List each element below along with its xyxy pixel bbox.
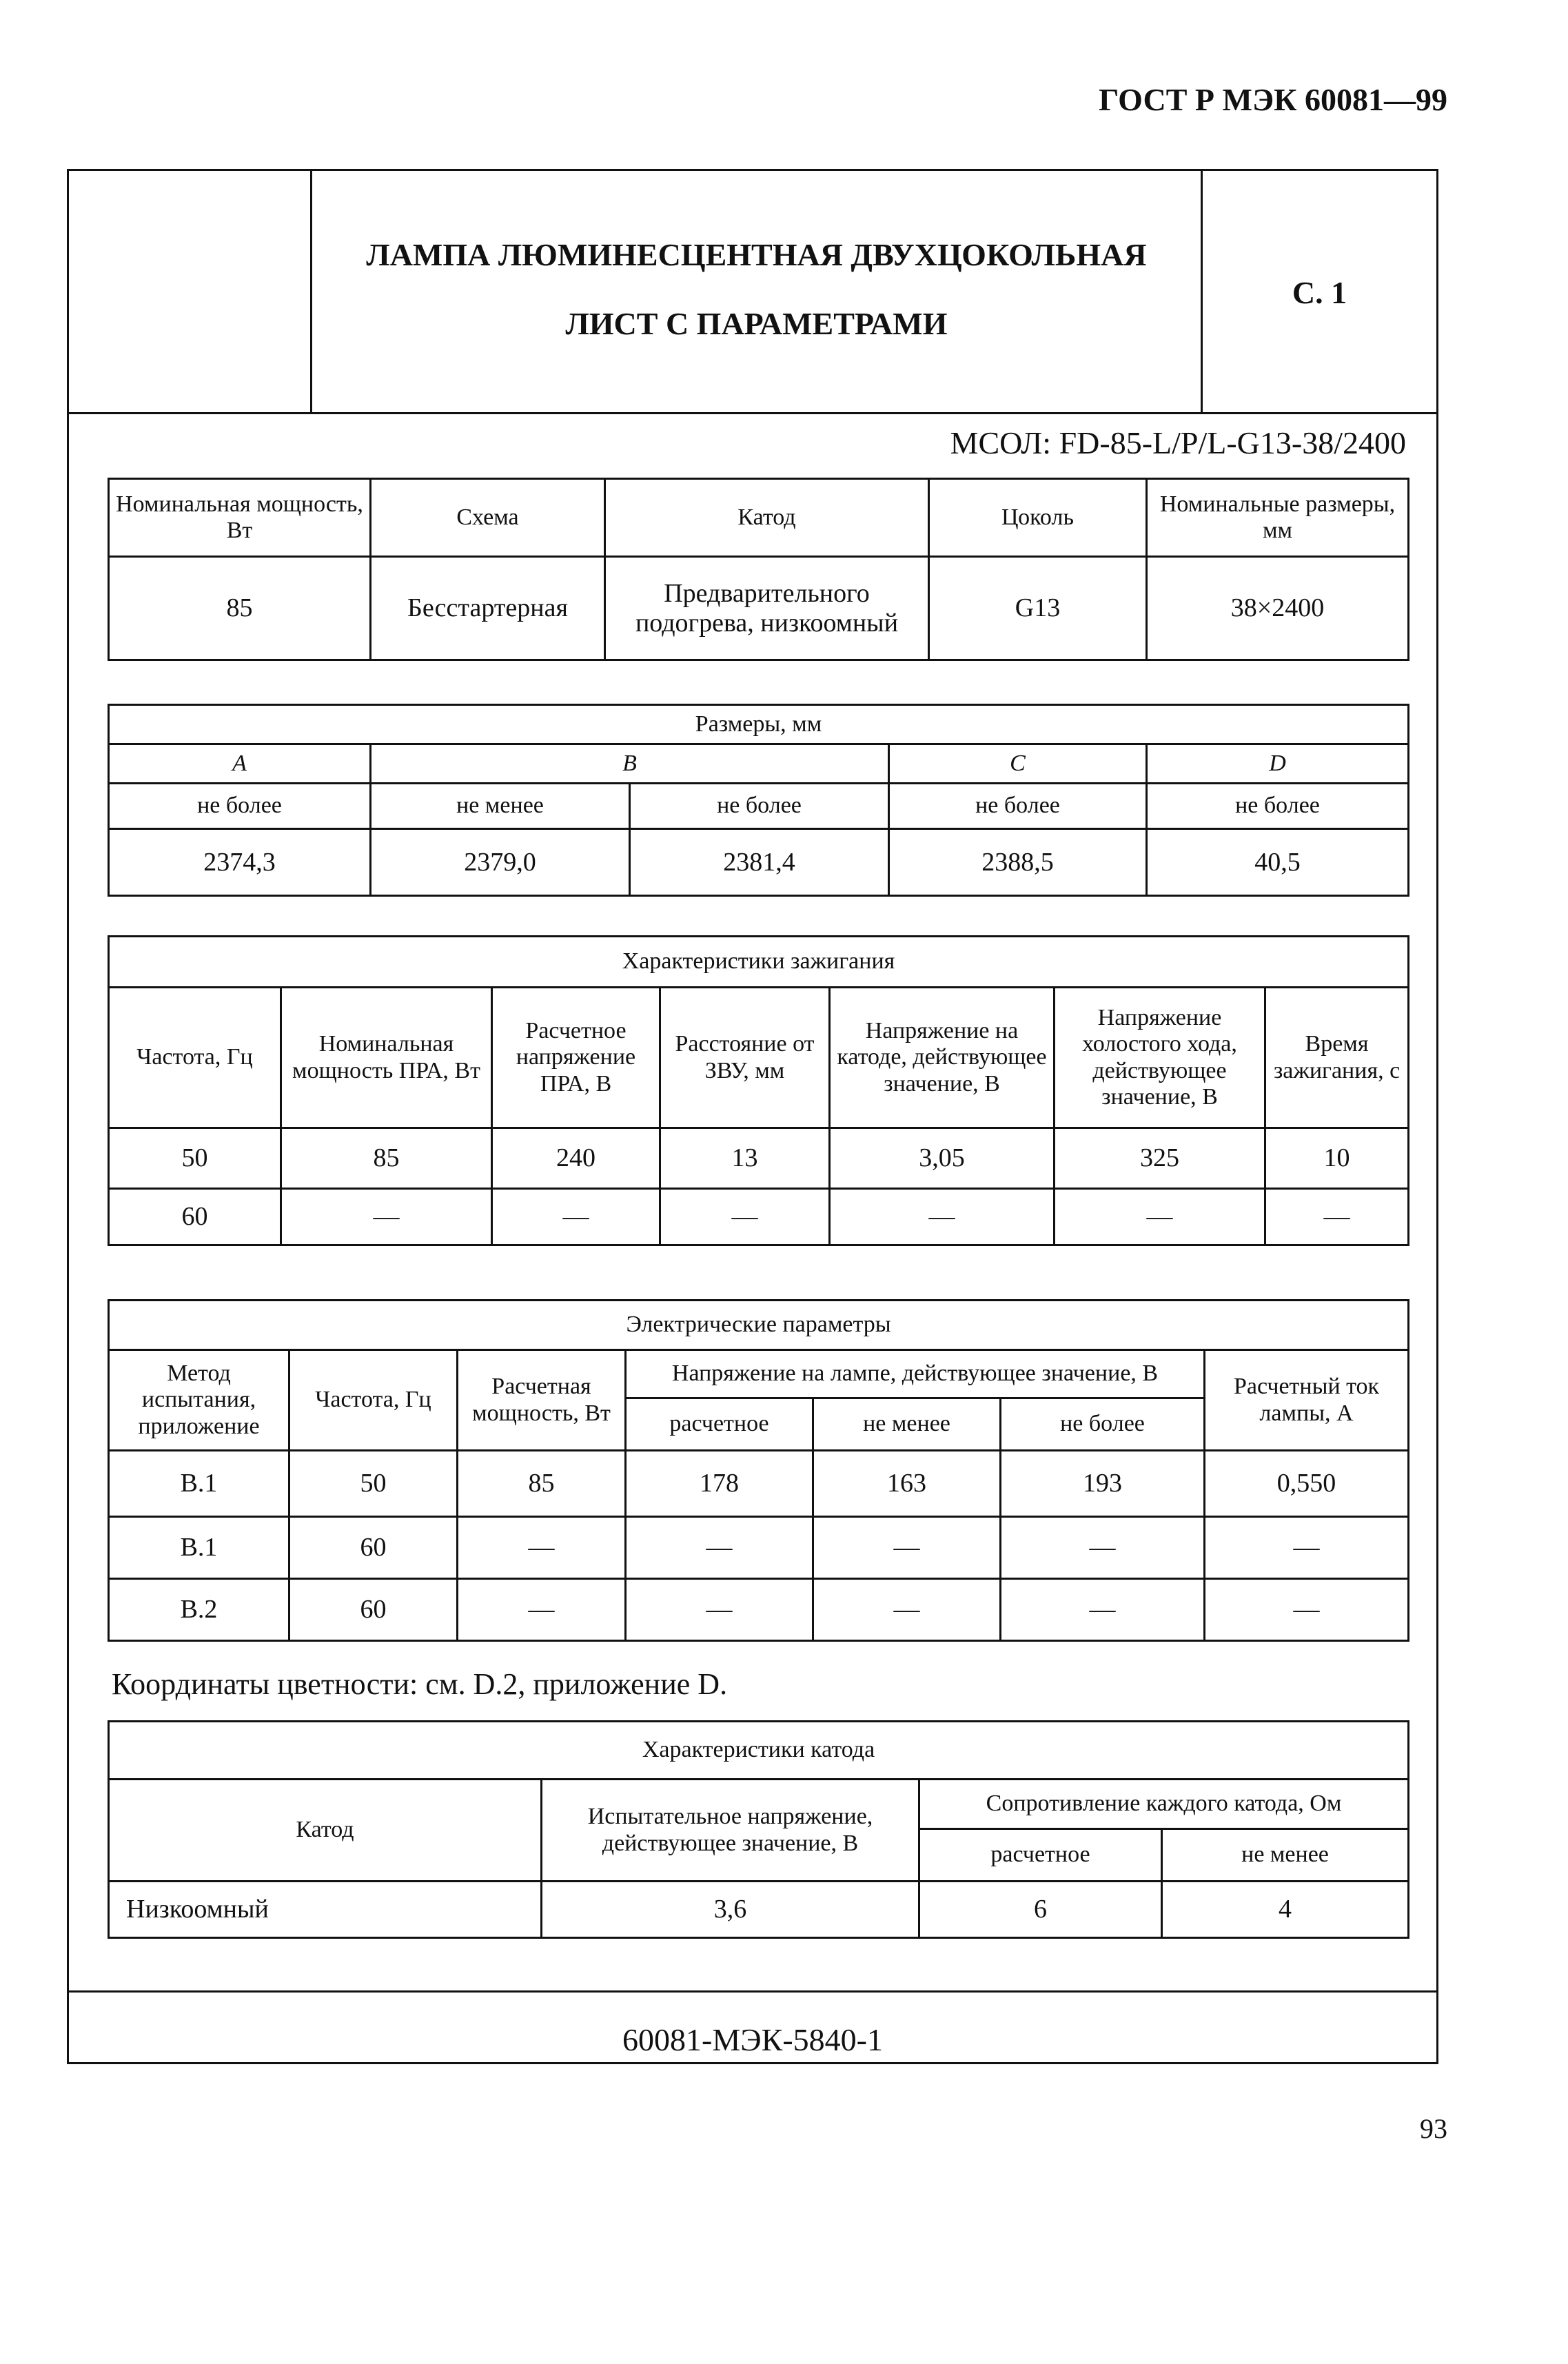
- header-cell: Цоколь: [929, 479, 1147, 557]
- value-cell: —: [458, 1517, 626, 1579]
- cell-dimensions: 38×2400: [1147, 557, 1409, 660]
- value-cell: —: [1205, 1579, 1409, 1641]
- value-cell: —: [830, 1189, 1055, 1245]
- value-cell: 2381,4: [630, 829, 889, 896]
- value-cell: —: [626, 1517, 813, 1579]
- header-cell: Расчетная мощность, Вт: [458, 1350, 626, 1451]
- subheader-cell: расчетное: [919, 1829, 1162, 1882]
- electrical-parameters-table: [108, 1299, 1409, 1642]
- document-code: ГОСТ Р МЭК 60081—99: [1099, 82, 1447, 117]
- value-cell: 6: [919, 1882, 1162, 1938]
- value-cell: —: [813, 1579, 1001, 1641]
- value-cell: —: [1001, 1579, 1205, 1641]
- table-row: [109, 557, 1409, 660]
- value-cell: 85: [281, 1128, 492, 1189]
- cell-power: 85: [109, 557, 371, 660]
- value-cell: B.1: [109, 1451, 289, 1517]
- value-cell: 2388,5: [889, 829, 1147, 896]
- header-cell: Расстояние от ЗВУ, мм: [660, 988, 830, 1128]
- header-cell: Напряжение на лампе, действующее значение, В: [626, 1350, 1205, 1398]
- table-caption: Характеристики зажигания: [109, 937, 1409, 988]
- table-row: [109, 1517, 1409, 1579]
- table-header-row: [109, 479, 1409, 557]
- sheet-number: С. 1: [1292, 275, 1347, 310]
- table-header-row: [109, 1780, 1409, 1829]
- limit-cell: не более: [889, 784, 1147, 829]
- table-row: [109, 1128, 1409, 1189]
- table-row: [109, 1882, 1409, 1938]
- value-cell: —: [458, 1579, 626, 1641]
- table-header-row: [109, 988, 1409, 1128]
- sheet-title-line2: ЛИСТ С ПАРАМЕТРАМИ: [565, 306, 948, 341]
- header-cell: Номинальная мощность ПРА, Вт: [281, 988, 492, 1128]
- header-cell: Номинальная мощность, Вт: [109, 479, 371, 557]
- value-cell: —: [1001, 1517, 1205, 1579]
- value-cell: 2374,3: [109, 829, 371, 896]
- footer-top-rule: [69, 1990, 1436, 1993]
- header-cell: Номинальные размеры, мм: [1147, 479, 1409, 557]
- value-cell: 13: [660, 1128, 830, 1189]
- subheader-cell: не менее: [813, 1398, 1001, 1451]
- table-caption: Характеристики катода: [109, 1722, 1409, 1780]
- value-cell: B.1: [109, 1517, 289, 1579]
- subheader-cell: расчетное: [626, 1398, 813, 1451]
- cell-circuit: Бесстартерная: [371, 557, 605, 660]
- header-divider-left: [310, 171, 312, 412]
- table-caption: Размеры, мм: [109, 705, 1409, 744]
- value-cell: 0,550: [1205, 1451, 1409, 1517]
- lamp-designation: МСОЛ: FD-85-L/P/L-G13-38/2400: [950, 425, 1406, 460]
- subheader-cell: не более: [1001, 1398, 1205, 1451]
- dimension-letter: B: [371, 744, 889, 784]
- header-cell: Катод: [109, 1780, 542, 1882]
- cell-cap: G13: [929, 557, 1147, 660]
- table-row: [109, 1451, 1409, 1517]
- value-cell: 163: [813, 1451, 1001, 1517]
- value-cell: —: [492, 1189, 660, 1245]
- value-cell: 325: [1055, 1128, 1265, 1189]
- table-row: [109, 1579, 1409, 1641]
- header-cell: Частота, Гц: [109, 988, 281, 1128]
- value-cell: —: [1205, 1517, 1409, 1579]
- dimension-limits-row: [109, 784, 1409, 829]
- header-cell: Частота, Гц: [289, 1350, 458, 1451]
- table-row: [109, 1189, 1409, 1245]
- value-cell: 50: [109, 1128, 281, 1189]
- table-header-row: [109, 1350, 1409, 1398]
- value-cell: 4: [1162, 1882, 1409, 1938]
- sheet-footer-code: 60081-МЭК-5840-1: [622, 2022, 883, 2057]
- header-cell: Сопротивление каждого катода, Ом: [919, 1780, 1409, 1829]
- dimensions-table: [108, 704, 1409, 897]
- parameter-sheet-frame: [67, 169, 1438, 2064]
- header-cell: Время зажигания, с: [1265, 988, 1409, 1128]
- value-cell: —: [1055, 1189, 1265, 1245]
- page-number: 93: [1420, 2113, 1447, 2144]
- header-cell: Расчетное напряжение ПРА, В: [492, 988, 660, 1128]
- value-cell: Низкоомный: [109, 1882, 542, 1938]
- table-caption: Электрические параметры: [109, 1301, 1409, 1350]
- limit-cell: не более: [630, 784, 889, 829]
- value-cell: —: [813, 1517, 1001, 1579]
- value-cell: —: [626, 1579, 813, 1641]
- sheet-title-line1: ЛАМПА ЛЮМИНЕСЦЕНТНАЯ ДВУХЦОКОЛЬНАЯ: [366, 237, 1147, 272]
- value-cell: —: [281, 1189, 492, 1245]
- table-row: [109, 829, 1409, 896]
- cell-cathode: Предварительного подогрева, низкоомный: [605, 557, 929, 660]
- value-cell: —: [1265, 1189, 1409, 1245]
- value-cell: 3,05: [830, 1128, 1055, 1189]
- header-bottom-rule: [69, 412, 1436, 414]
- value-cell: 40,5: [1147, 829, 1409, 896]
- value-cell: B.2: [109, 1579, 289, 1641]
- value-cell: 193: [1001, 1451, 1205, 1517]
- value-cell: 10: [1265, 1128, 1409, 1189]
- value-cell: 85: [458, 1451, 626, 1517]
- header-cell: Катод: [605, 479, 929, 557]
- general-parameters-table: [108, 478, 1409, 661]
- dimension-letter: D: [1147, 744, 1409, 784]
- limit-cell: не более: [1147, 784, 1409, 829]
- value-cell: 2379,0: [371, 829, 630, 896]
- header-cell: Метод испытания, приложение: [109, 1350, 289, 1451]
- header-cell: Схема: [371, 479, 605, 557]
- limit-cell: не более: [109, 784, 371, 829]
- header-cell: Напряжение холостого хода, действующее значение, В: [1055, 988, 1265, 1128]
- cathode-table: [108, 1720, 1409, 1939]
- dimension-letter: C: [889, 744, 1147, 784]
- ignition-table: [108, 935, 1409, 1246]
- value-cell: 60: [289, 1517, 458, 1579]
- limit-cell: не менее: [371, 784, 630, 829]
- subheader-cell: не менее: [1162, 1829, 1409, 1882]
- value-cell: 60: [109, 1189, 281, 1245]
- dimension-letter: A: [109, 744, 371, 784]
- dimension-letters-row: [109, 744, 1409, 784]
- value-cell: —: [660, 1189, 830, 1245]
- value-cell: 60: [289, 1579, 458, 1641]
- header-cell: Напряжение на катоде, действующее значение, В: [830, 988, 1055, 1128]
- value-cell: 178: [626, 1451, 813, 1517]
- color-coordinates-note: Координаты цветности: см. D.2, приложение D.: [112, 1667, 728, 1701]
- value-cell: 3,6: [542, 1882, 919, 1938]
- header-cell: Расчетный ток лампы, А: [1205, 1350, 1409, 1451]
- value-cell: 240: [492, 1128, 660, 1189]
- header-cell: Испытательное напряжение, действующее значение, В: [542, 1780, 919, 1882]
- value-cell: 50: [289, 1451, 458, 1517]
